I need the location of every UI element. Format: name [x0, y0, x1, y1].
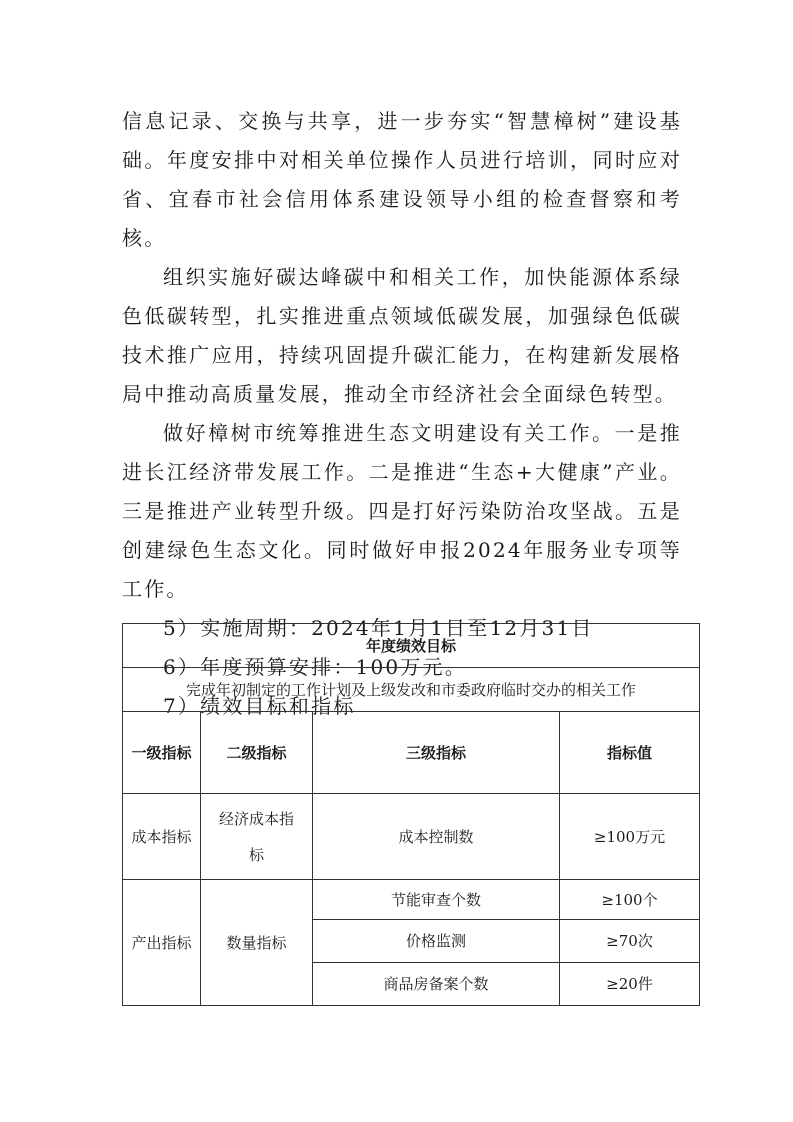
output-level3-2: 商品房备案个数: [313, 963, 560, 1006]
paragraph-ecological: 做好樟树市统筹推进生态文明建设有关工作。一是推进长江经济带发展工作。二是推进“生态+大健康”产业。三是推进产业转型升级。四是打好污染防治攻坚战。五是创建绿色生态文化。同时做好申报2024年服务业专项等工作。: [122, 421, 682, 601]
cost-level2-text: 经济成本指标: [218, 809, 294, 864]
table-title: 年度绩效目标: [123, 624, 700, 668]
output-value-0: ≥100个: [560, 880, 700, 920]
performance-table: [122, 623, 700, 1006]
table-goal: 完成年初制定的工作计划及上级发改和市委政府临时交办的相关工作: [123, 668, 700, 712]
table-title-row: [123, 624, 700, 668]
output-level2: 数量指标: [201, 880, 313, 1006]
table-row: [123, 794, 700, 880]
output-value-2: ≥20件: [560, 963, 700, 1006]
header-level1: [123, 712, 201, 794]
header-value: 指标值: [560, 712, 700, 794]
cost-level3: 成本控制数: [313, 794, 560, 880]
header-level1-text: 一级指标: [131, 743, 192, 762]
cost-level2: [201, 794, 313, 880]
cost-level1: [123, 794, 201, 880]
cost-level1-text: 成本指标: [131, 827, 192, 846]
header-level3: 三级指标: [313, 712, 560, 794]
output-level3-0: 节能审查个数: [313, 880, 560, 920]
cost-value: ≥100万元: [560, 794, 700, 880]
item-annual-budget: 6）年度预算安排：100万元。: [163, 655, 467, 679]
table-goal-row: [123, 668, 700, 712]
item-performance-goals: 7）绩效目标和指标: [163, 694, 356, 718]
output-level1: [123, 880, 201, 1006]
paragraph-carbon-neutral: 组织实施好碳达峰碳中和相关工作，加快能源体系绿色低碳转型，扎实推进重点领域低碳发展，加强绿色低碳技术推广应用，持续巩固提升碳汇能力，在构建新发展格局中推动高质量发展，推动全市经济社会全面绿色转型。: [122, 265, 682, 406]
item-implementation-period: 5）实施周期：2024年1月1日至12月31日: [163, 616, 594, 640]
output-value-1: ≥70次: [560, 920, 700, 963]
table-row: [123, 880, 700, 920]
table-header-row: [123, 712, 700, 794]
header-level2: 二级指标: [201, 712, 313, 794]
output-level3-1: 价格监测: [313, 920, 560, 963]
output-level1-text: 产出指标: [131, 933, 192, 952]
paragraph-credit-system: 信息记录、交换与共享，进一步夯实“智慧樟树”建设基础。年度安排中对相关单位操作人员进行培训，同时应对省、宜春市社会信用体系建设领导小组的检查督察和考核。: [122, 109, 682, 250]
